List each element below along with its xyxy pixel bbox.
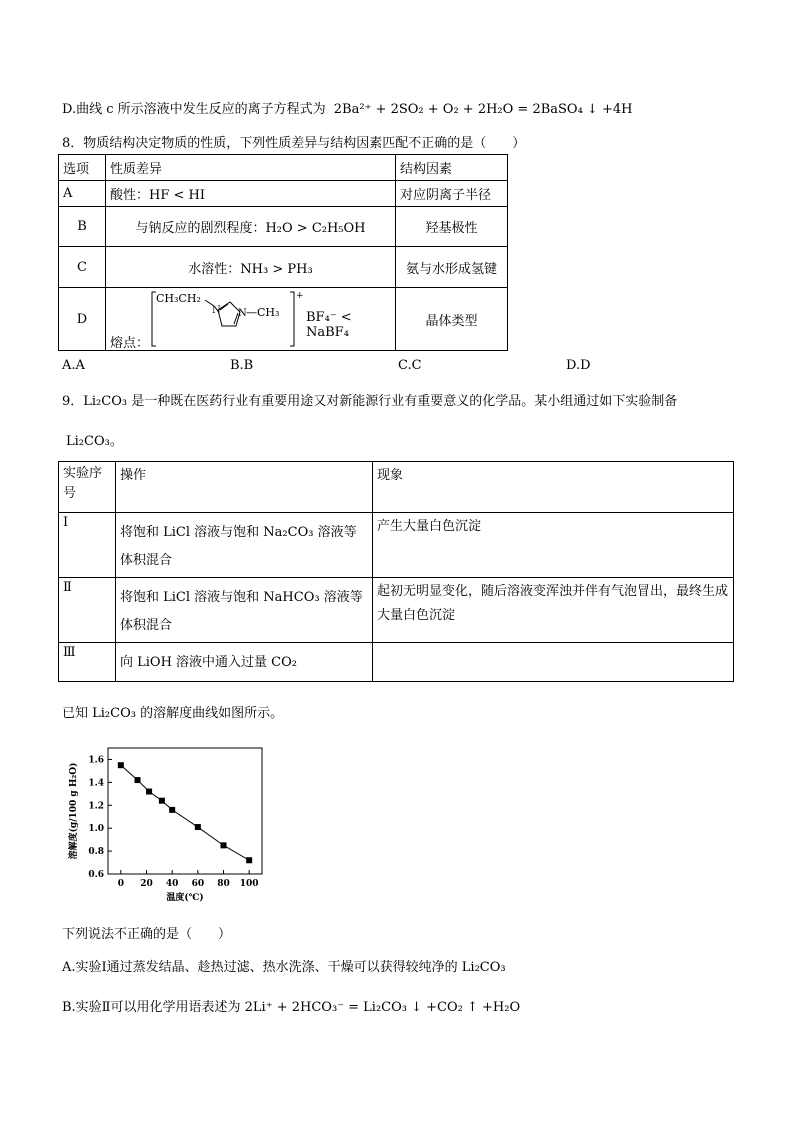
header-cell: 现象 [373, 462, 734, 513]
option-d: D.D [566, 358, 591, 373]
table-row [59, 462, 734, 513]
q8-table [58, 154, 508, 351]
data-point [246, 857, 252, 863]
q9-stem: 9．Li₂CO₃ 是一种既在医药行业有重要用途又对新能源行业有重要意义的化学品。某小组通过如下实验制备 [62, 394, 678, 409]
header-cell: 操作 [116, 462, 373, 513]
imidazolium-structure [148, 288, 304, 350]
charge-label: + [296, 291, 304, 301]
table-row [59, 155, 508, 181]
q8-stem: 8．物质结构决定物质的性质，下列性质差异与结构因素匹配不正确的是（ ） [62, 136, 526, 151]
x-tick-label: 100 [239, 879, 259, 889]
ring-n2: N [238, 308, 247, 319]
solubility-chart [62, 740, 272, 910]
y-tick-label: 1.0 [88, 824, 104, 835]
y-tick-label: 0.6 [88, 870, 104, 880]
header-cell: 性质差异 [106, 155, 396, 181]
cell-operation: 向 LiOH 溶液中通入过量 CO₂ [116, 643, 373, 682]
cell-difference: 酸性：HF < HI [106, 181, 396, 207]
x-tick-label: 60 [191, 879, 205, 889]
cell-option: D [59, 288, 106, 351]
cell-phenomenon [373, 643, 734, 682]
data-point [221, 842, 227, 848]
data-point [135, 777, 141, 783]
header-cell: 结构因素 [396, 155, 508, 181]
x-tick-label: 80 [217, 879, 230, 889]
option-a: A.A [62, 358, 85, 373]
cell-option: B [59, 207, 106, 247]
y-tick-label: 0.8 [88, 847, 104, 858]
y-tick-label: 1.4 [88, 778, 104, 789]
table-row [59, 643, 734, 682]
q7-option-d-text: D.曲线 c 所示溶液中发生反应的离子方程式为 [62, 102, 326, 117]
q9-known: 已知 Li₂CO₃ 的溶解度曲线如图所示。 [62, 706, 284, 721]
q9-question: 下列说法不正确的是（ ） [62, 927, 232, 942]
x-tick-label: 20 [140, 879, 153, 889]
x-tick-label: 0 [117, 879, 124, 889]
cell-no: Ⅱ [59, 578, 116, 643]
y-axis-label: 溶解度(g/100 g H₂O) [69, 762, 79, 860]
table-row [59, 247, 508, 288]
option-b: B.B [230, 358, 254, 373]
y-tick-label: 1.6 [88, 755, 104, 766]
cell-factor: 对应阴离子半径 [396, 181, 508, 207]
data-point [169, 807, 175, 813]
q9-table [58, 461, 734, 682]
cell-difference: 水溶性：NH₃ > PH₃ [106, 247, 396, 288]
plot-frame [108, 748, 262, 874]
header-cell: 实验序号 [59, 462, 116, 513]
cell-option: A [59, 181, 106, 207]
table-row [59, 288, 508, 351]
q9-option-b: B.实验Ⅱ可以用化学用语表述为 2Li⁺ + 2HCO₃⁻ = Li₂CO₃ ↓ +CO₂ ↑ +H₂O [62, 1000, 521, 1015]
table-row [59, 513, 734, 578]
cell-factor: 晶体类型 [396, 288, 508, 351]
cell-factor: 氨与水形成氢键 [396, 247, 508, 288]
table-row [59, 207, 508, 247]
header-cell: 选项 [59, 155, 106, 181]
y-tick-label: 1.2 [88, 801, 104, 812]
cell-no: Ⅰ [59, 513, 116, 578]
cell-difference: 与钠反应的剧烈程度：H₂O > C₂H₅OH [106, 207, 396, 247]
q9-stem-cont: Li₂CO₃。 [66, 434, 123, 449]
cell-phenomenon: 产生大量白色沉淀 [373, 513, 734, 578]
melting-point-comparison: BF₄⁻ < NaBF₄ [306, 310, 352, 340]
ethyl-label: CH₃CH₂ [156, 292, 201, 305]
cell-option: C [59, 247, 106, 288]
q7-option-d-formula: 2Ba²⁺ + 2SO₂ + O₂ + 2H₂O = 2BaSO₄ ↓ +4H [333, 102, 633, 117]
methyl-label: —CH₃ [246, 306, 280, 319]
cell-operation: 将饱和 LiCl 溶液与饱和 Na₂CO₃ 溶液等体积混合 [116, 513, 373, 578]
cell-phenomenon: 起初无明显变化，随后溶液变浑浊并伴有气泡冒出，最终生成大量白色沉淀 [373, 578, 734, 643]
cell-no: Ⅲ [59, 643, 116, 682]
data-point [146, 789, 152, 795]
q7-option-d [62, 98, 632, 117]
data-point [195, 824, 201, 830]
option-c: C.C [398, 358, 422, 373]
cell-operation: 将饱和 LiCl 溶液与饱和 NaHCO₃ 溶液等体积混合 [116, 578, 373, 643]
table-row [59, 578, 734, 643]
data-point [159, 798, 165, 804]
data-point [118, 762, 124, 768]
x-tick-label: 40 [165, 879, 179, 889]
cell-difference [106, 288, 396, 351]
cell-factor: 羟基极性 [396, 207, 508, 247]
x-axis-label: 温度(℃) [166, 893, 204, 903]
table-row [59, 181, 508, 207]
q9-option-a: A.实验Ⅰ通过蒸发结晶、趁热过滤、热水洗涤、干燥可以获得较纯净的 Li₂CO₃ [62, 960, 506, 975]
melting-point-label: 熔点： [110, 336, 150, 351]
ring-n1: N [212, 305, 221, 316]
